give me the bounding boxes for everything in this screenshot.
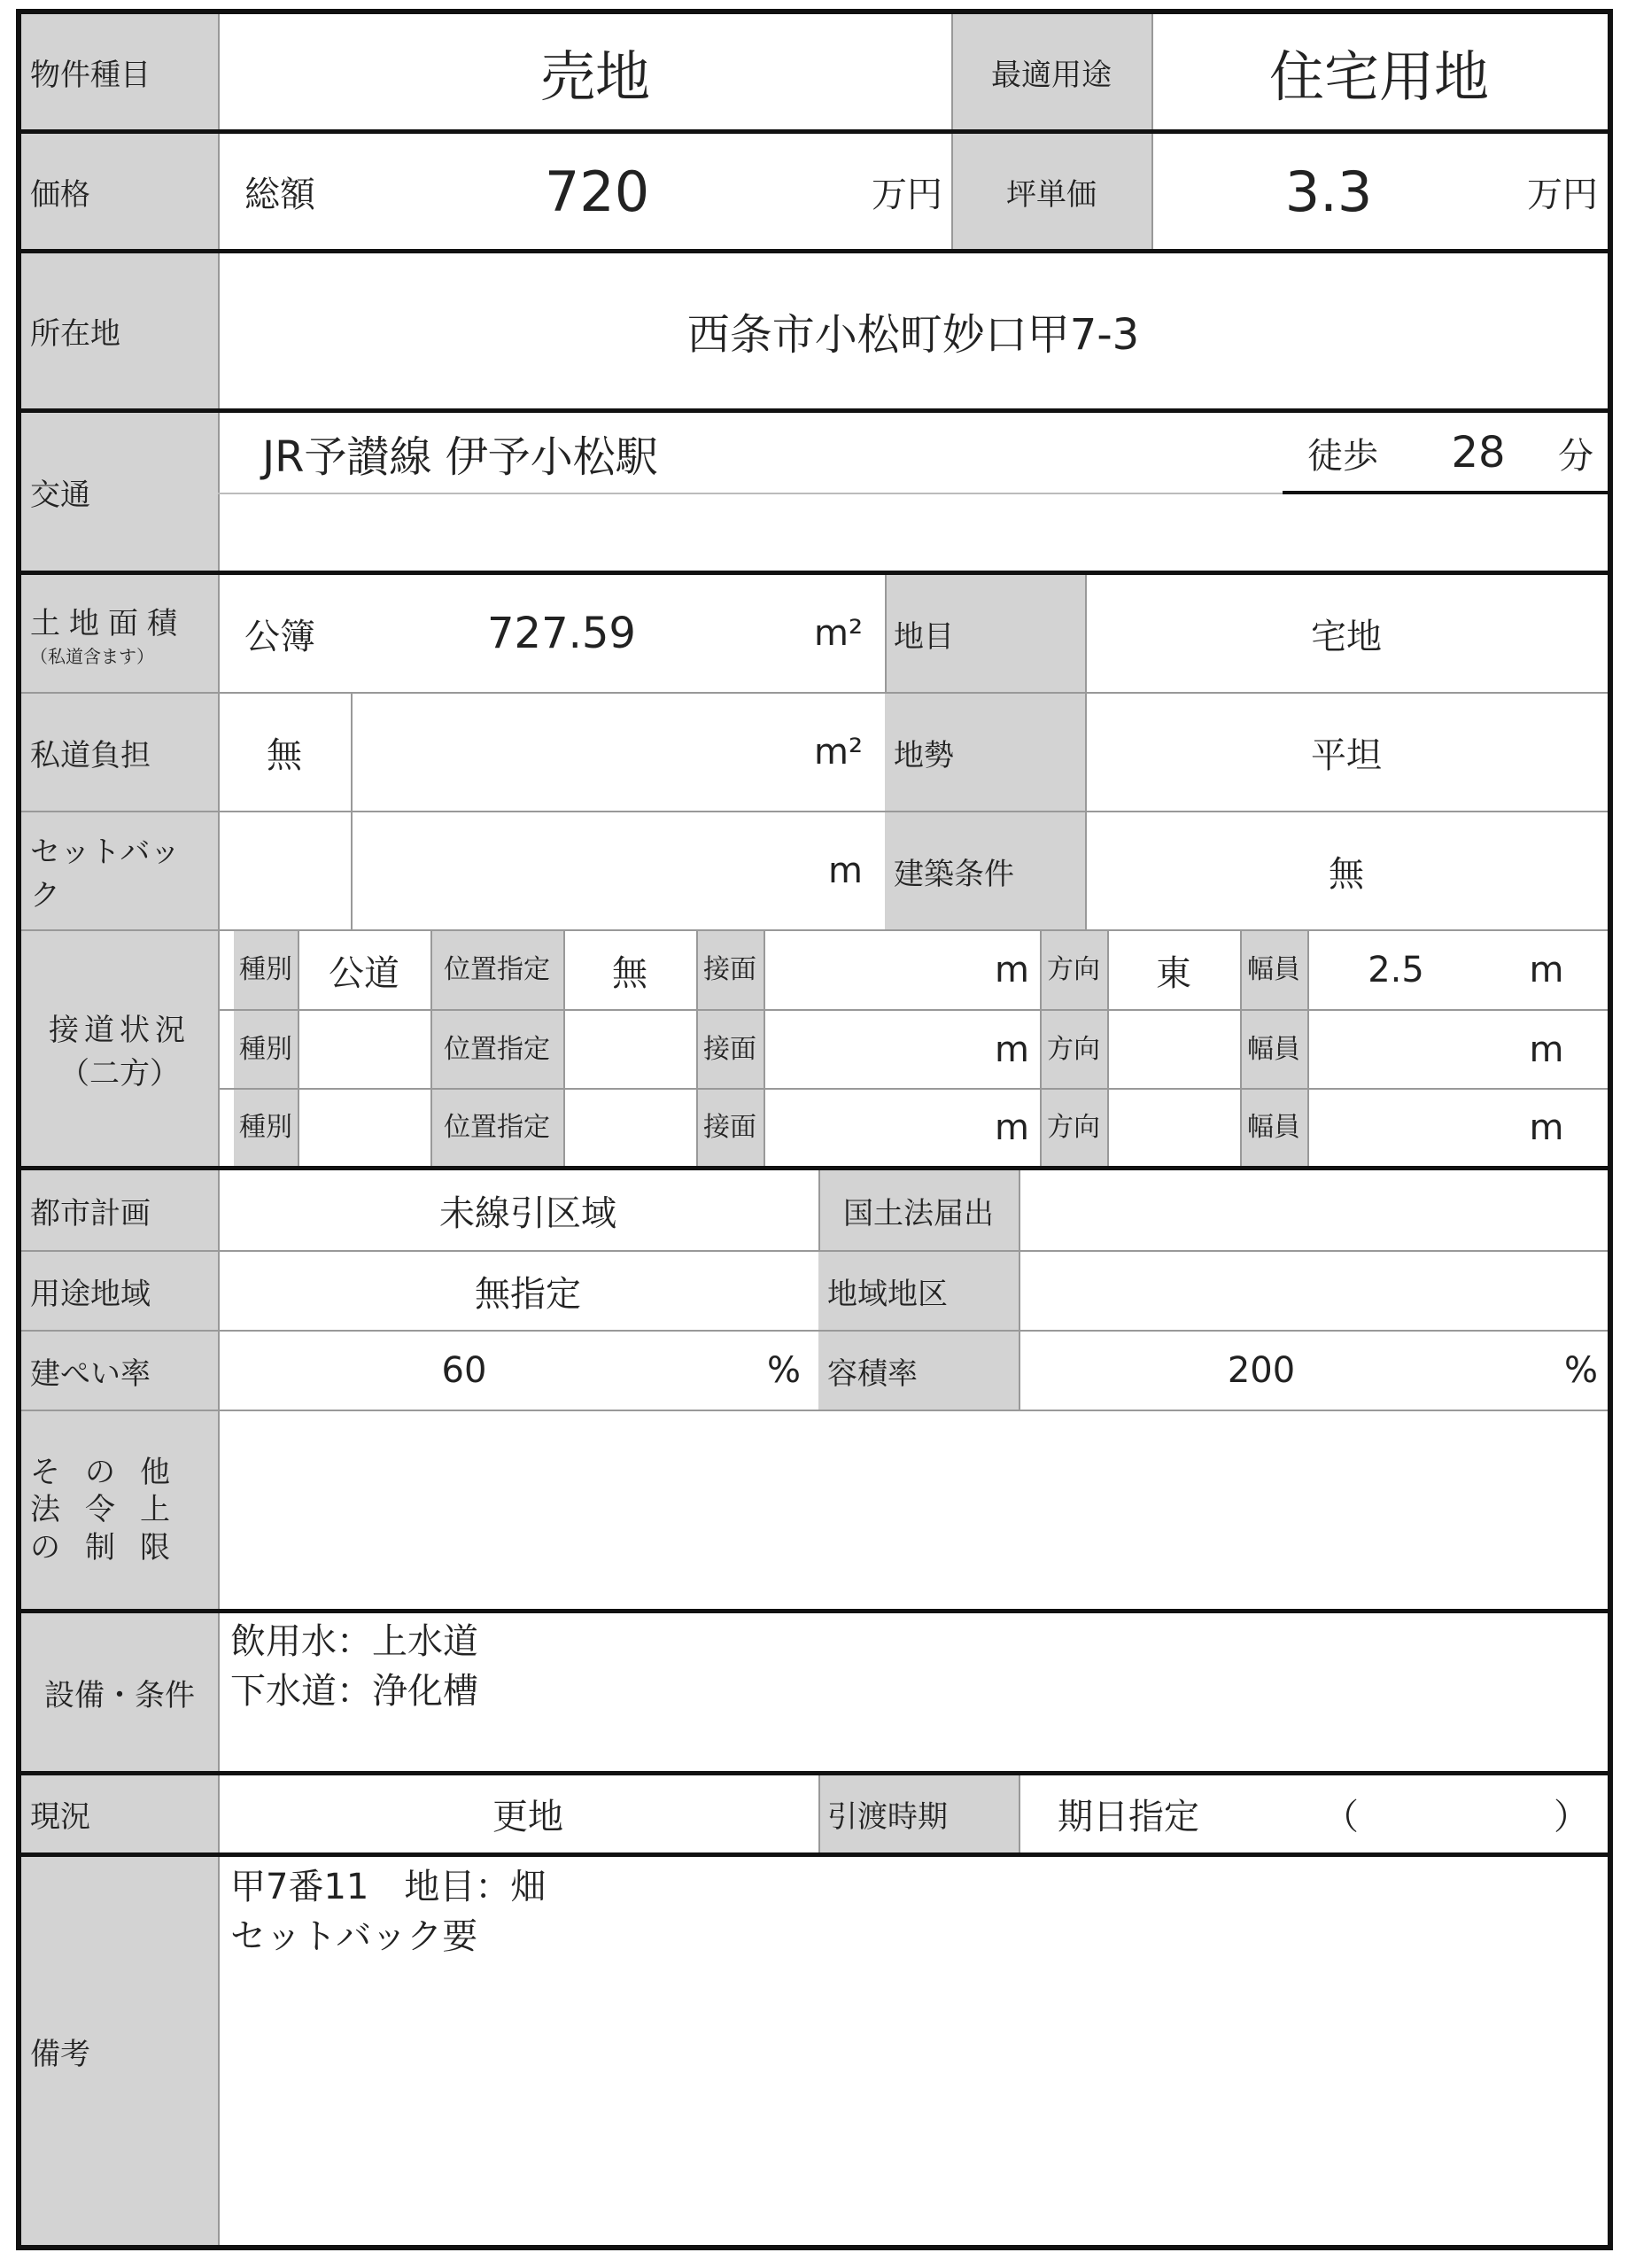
remarks-line-2: セットバック要	[230, 1915, 478, 1957]
value-transport-line: JR予讃線 伊予小松駅	[262, 431, 658, 482]
value-floor-area-ratio: 200	[1227, 1350, 1296, 1391]
road2-kind-label: 種別	[234, 1011, 298, 1088]
value-city-planning: 未線引区域	[439, 1192, 616, 1234]
value-terrain: 平坦	[1311, 734, 1382, 776]
label-private-road: 私道負担	[21, 694, 218, 811]
road1-position: 無	[612, 952, 647, 994]
label-price: 価格	[21, 134, 218, 249]
road1-direction: 東	[1156, 952, 1191, 994]
road2-frontage-unit: m	[995, 1029, 1029, 1070]
label-facilities: 設備・条件	[21, 1613, 218, 1771]
label-land-area-sub: （私道含ます）	[30, 646, 154, 667]
road3-width-unit: m	[1529, 1107, 1564, 1148]
setback-unit: m	[828, 850, 863, 891]
value-property-type: 売地	[539, 43, 650, 109]
road2-width-unit: m	[1529, 1029, 1564, 1070]
label-current-status: 現況	[21, 1775, 218, 1852]
road1-kind-label: 種別	[234, 931, 298, 1009]
label-area-district: 地域地区	[818, 1252, 1019, 1330]
value-price: 720	[544, 159, 650, 224]
label-tsubo-price: 坪単価	[951, 134, 1151, 249]
price-prefix: 総額	[244, 174, 315, 215]
value-chimoku: 宅地	[1311, 616, 1382, 657]
private-road-unit: m²	[814, 732, 863, 773]
label-coverage-ratio: 建ぺい率	[21, 1332, 218, 1410]
label-road-access-sub: （二方）	[59, 1055, 180, 1091]
value-land-area: 727.59	[487, 609, 636, 658]
road3-position-label: 位置指定	[430, 1090, 563, 1166]
label-floor-area-ratio: 容積率	[818, 1332, 1019, 1410]
road3-frontage-label: 接面	[696, 1090, 764, 1166]
label-land-area: 土地面積	[30, 606, 186, 641]
road3-direction-label: 方向	[1040, 1090, 1107, 1166]
road2-width-label: 幅員	[1240, 1011, 1307, 1088]
property-sheet	[16, 9, 1613, 2250]
road1-frontage-label: 接面	[696, 931, 764, 1009]
walk-minutes: 28	[1451, 428, 1506, 478]
label-handover: 引渡時期	[818, 1775, 1019, 1852]
label-remarks: 備考	[21, 1857, 218, 2245]
value-current-status: 更地	[492, 1797, 563, 1837]
label-other-restrictions: その他法令上の制限	[21, 1411, 218, 1609]
label-national-land-act: 国土法届出	[818, 1170, 1019, 1250]
label-use-district: 用途地域	[21, 1252, 218, 1330]
label-location: 所在地	[21, 253, 218, 408]
road1-width-unit: m	[1529, 950, 1564, 990]
road1-width-label: 幅員	[1240, 931, 1307, 1009]
facilities-line-1: 飲用水：上水道	[230, 1620, 478, 1662]
price-unit: 万円	[872, 174, 942, 215]
label-road-access-box	[21, 931, 218, 1166]
label-land-area-box	[21, 575, 218, 692]
handover-paren-open: （	[1323, 1797, 1359, 1837]
label-best-use: 最適用途	[951, 14, 1151, 129]
label-city-planning: 都市計画	[21, 1170, 218, 1250]
value-building-condition: 無	[1329, 853, 1364, 895]
road1-position-label: 位置指定	[430, 931, 563, 1009]
label-transport: 交通	[21, 413, 218, 571]
value-private-road: 無	[267, 734, 302, 776]
land-area-prefix: 公簿	[244, 616, 315, 657]
walk-unit: 分	[1558, 435, 1593, 477]
value-tsubo-price: 3.3	[1284, 159, 1373, 224]
value-coverage-ratio: 60	[441, 1350, 487, 1391]
value-location: 西条市小松町妙口甲7-3	[686, 310, 1140, 360]
road3-frontage-unit: m	[995, 1107, 1029, 1148]
facilities-line-2: 下水道：浄化槽	[230, 1670, 478, 1712]
label-terrain: 地勢	[885, 694, 1085, 811]
road2-position-label: 位置指定	[430, 1011, 563, 1088]
remarks-line-1: 甲7番11 地目：畑	[230, 1866, 547, 1907]
walk-label: 徒歩	[1307, 435, 1378, 477]
road2-direction-label: 方向	[1040, 1011, 1107, 1088]
handover-paren-close: ）	[1554, 1797, 1589, 1837]
road1-frontage-unit: m	[995, 950, 1029, 990]
label-building-condition: 建築条件	[885, 812, 1085, 929]
label-chimoku: 地目	[885, 575, 1085, 692]
label-property-type: 物件種目	[21, 14, 218, 129]
value-use-district: 無指定	[475, 1273, 581, 1315]
tsubo-unit: 万円	[1527, 174, 1598, 215]
road1-width: 2.5	[1368, 950, 1424, 990]
value-handover: 期日指定	[1058, 1797, 1199, 1837]
land-area-unit: m²	[814, 613, 863, 654]
value-best-use: 住宅用地	[1268, 43, 1489, 109]
floor-area-percent: %	[1563, 1350, 1598, 1391]
road1-direction-label: 方向	[1040, 931, 1107, 1009]
label-road-access: 接道状況	[49, 1012, 190, 1048]
coverage-percent: %	[766, 1350, 801, 1391]
road1-kind: 公道	[329, 952, 399, 994]
label-setback: セットバック	[21, 812, 218, 929]
road3-kind-label: 種別	[234, 1090, 298, 1166]
road3-width-label: 幅員	[1240, 1090, 1307, 1166]
road2-frontage-label: 接面	[696, 1011, 764, 1088]
